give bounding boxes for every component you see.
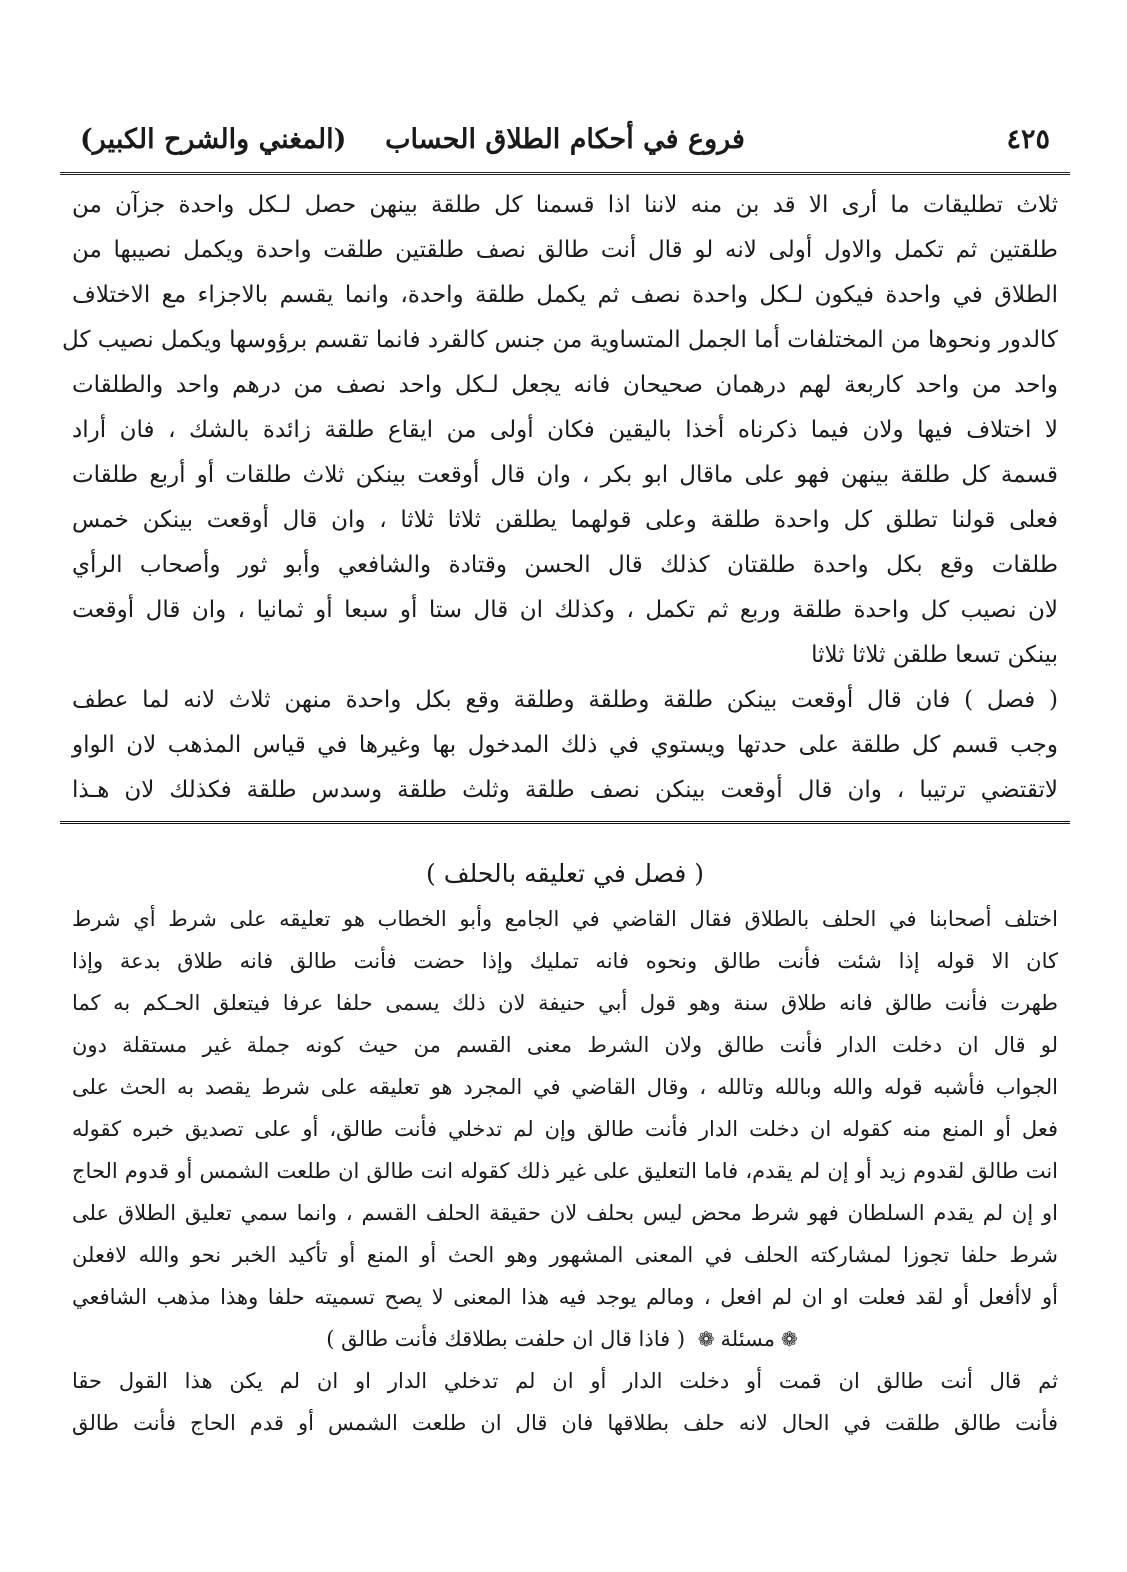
- issue-heading: [60, 1318, 1070, 1360]
- text-line: اختلف أصحابنا في الحلف بالطلاق فقال القاضي في الجامع وأبو الخطاب هو تعليقه على شرط أي شرط: [72, 907, 1058, 931]
- text-line: ثم قال أنت طالق ان قمت أو دخلت الدار أو ان لم تدخلي الدار او ان لم يكن هذا القول حقا: [72, 1369, 1058, 1393]
- section-divider: [60, 821, 1070, 828]
- text-line: قسمة كل طلقة بينهن فهو على ماقال ابو بكر ، وان قال أوقعت بينكن ثلاث طلقات أو أربع طلقات: [72, 462, 1058, 488]
- text-line: فعل أو المنع منه كقوله ان دخلت الدار فأنت طالق وإن لم تدخلي فأنت طالق، أو على تصديق خبره كقوله: [72, 1117, 1058, 1141]
- text-line: ثلاث تطليقات ما أرى الا قد بن منه لاننا اذا قسمنا كل طلقة بينهن حصل لـكل واحدة جزآن من: [72, 192, 1058, 218]
- text-line: شرط حلفا تجوزا لمشاركته الحلف في المعنى المشهور وهو الحث أو المنع أو تأكيد الخبر نحو والله لافعلن: [72, 1243, 1058, 1267]
- text-line: الطلاق في واحدة فيكون لـكل واحدة نصف ثم يكمل طلقة واحدة، وانما يقسم بالاجزاء مع الاختلاف: [72, 282, 1058, 308]
- chapter-title: فروع في أحكام الطلاق الحساب: [385, 124, 745, 155]
- text-line: لو قال ان دخلت الدار فأنت طالق ولان الشرط معنى القسم من حيث كونه جملة غير مستقلة دون: [72, 1033, 1058, 1057]
- text-line: واحد من واحد كاربعة لهم درهمان صحيحان فانه يجعل لـكل واحد نصف من درهم واحد والطلقات: [72, 372, 1058, 398]
- text-line: وجب قسم كل طلقة على حدتها ويستوي في ذلك المدخول بها وغيرها في قياس المذهب لان الواو: [72, 732, 1058, 758]
- section-heading: ( فصل في تعليقه بالحلف ): [426, 859, 704, 888]
- text-line: كان الا قوله إذا شئت فأنت طالق ونحوه فانه تمليك وإذا حضت فأنت طالق فانه طلاق بدعة وإذا: [72, 949, 1058, 973]
- document-page: [60, 110, 1070, 1444]
- page-number: ٤٢٥: [1006, 124, 1050, 155]
- text-line: ( فصل ) فان قال أوقعت بينكن طلقة وطلقة وطلقة وقع بكل واحدة منهن ثلاث لانه لما عطف: [72, 687, 1058, 713]
- flower-ornament-icon: ❁: [697, 1327, 715, 1351]
- text-line: او إن لم يقدم السلطان فهو شرط محض ليس بحلف لان حقيقة الحلف القسم ، وانما سمي تعليق الطلاق على: [72, 1201, 1058, 1225]
- text-line: لا اختلاف فيها ولان فيما ذكرناه أخذا باليقين فكان أولى من ايقاع طلقة زائدة بالشك ، فان أراد: [72, 417, 1058, 443]
- text-line: طلقتين ثم تكمل والاول أولى لانه لو قال أنت طالق نصف طلقتين طلقت واحدة ويكمل نصيبها من: [72, 237, 1058, 263]
- text-line: فأنت طالق طلقت في الحال لانه حلف بطلاقها فان قال ان طلعت الشمس أو قدم الحاج فأنت طالق: [72, 1411, 1058, 1435]
- lower-text-block: [60, 898, 1070, 1444]
- text-line: طهرت فأنت طالق فانه طلاق سنة وهو قول أبي حنيفة لان ذلك يسمى حلفا عرفا فيتعلق الحـكم به كما: [72, 991, 1058, 1015]
- text-line: أو لاأفعل أو لقد فعلت او ان لم افعل ، ومالم يوجد فيه هذا المعنى لا يصح تسميته حلفا وهذا مذهب الشافعي: [72, 1285, 1058, 1309]
- text-line: فعلى قولنا تطلق كل واحدة طلقة وعلى قولهما يطلقن ثلاثا ثلاثا ، وان قال أوقعت بينكن خمس: [72, 507, 1058, 533]
- text-line: الجواب فأشبه قوله والله وبالله وتالله ، وقال القاضي في المجرد هو تعليقه على شرط يقصد به الحث على: [72, 1075, 1058, 1099]
- text-line: بينكن تسعا طلقن ثلاثا ثلاثا: [811, 642, 1058, 668]
- issue-text: ( فاذا قال ان حلفت بطلاقك فأنت طالق ): [326, 1327, 686, 1351]
- text-line: كالدور ونحوها من المختلفات أما الجمل المتساوية من جنس كالقرد فانما تقسم برؤوسها ويكمل نصيب كل: [62, 327, 1058, 353]
- upper-text-block: [60, 183, 1070, 813]
- book-title: (المغني والشرح الكبير): [80, 124, 347, 155]
- text-line: انت طالق لقدوم زيد أو إن لم يقدم، فاما التعليق على غير ذلك كقوله انت طالق ان طلعت الشمس أو قدوم الحاج: [72, 1159, 1058, 1183]
- flower-ornament-icon: ❁: [781, 1327, 798, 1351]
- issue-label: مسئلة: [720, 1327, 776, 1351]
- page-header: [60, 110, 1070, 175]
- text-line: طلقات وقع بكل واحدة طلقتان كذلك قال الحسن وقتادة والشافعي وأبو ثور وأصحاب الرأي: [72, 552, 1058, 578]
- text-line: لاتقتضي ترتيبا ، وان قال أوقعت بينكن نصف طلقة وثلث طلقة وسدس طلقة فكذلك لان هـذا: [72, 777, 1058, 803]
- text-line: لان نصيب كل واحدة طلقة وربع ثم تكمل ، وكذلك ان قال ستا أو سبعا أو ثمانيا ، وان قال أوقعت: [72, 597, 1058, 623]
